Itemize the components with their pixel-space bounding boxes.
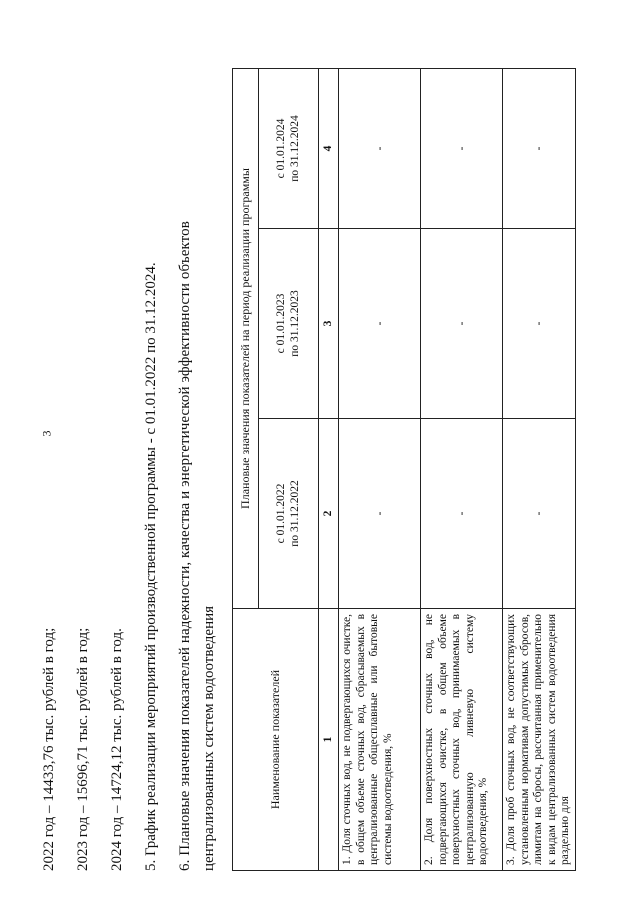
- col-number-4: 4: [319, 69, 339, 229]
- col-number-2: 2: [319, 419, 339, 609]
- period-2022-from: с 01.01.2022: [275, 483, 287, 544]
- budget-line-2024: 2024 год – 14724,12 тыс. рублей в год.: [109, 628, 125, 871]
- budget-line-2022: 2022 год – 14433,76 тыс. рублей в год;: [41, 627, 57, 871]
- value-2023: -: [503, 229, 576, 419]
- section-6-heading: 6. Плановые значения показателей надежности, качества и энергетической эффективности объектов: [177, 221, 193, 871]
- section-5-schedule: 5. График реализации мероприятий производственной программы - с 01.01.2022 по 31.12.2024.: [143, 262, 159, 871]
- budget-line-2023: 2023 год – 15696,71 тыс. рублей в год;: [75, 627, 91, 871]
- value-2023: -: [421, 229, 503, 419]
- page-number: 3: [39, 430, 54, 437]
- period-2023-from: с 01.01.2023: [275, 293, 287, 354]
- period-2022-to: по 31.12.2022: [288, 480, 301, 547]
- section-6-heading-cont: централизованных систем водоотведения: [201, 605, 217, 871]
- header-planned-values: Плановые значения показателей на период реализации программы: [233, 69, 259, 609]
- table-row: [421, 69, 503, 871]
- period-2024-to: по 31.12.2024: [288, 115, 301, 182]
- header-period-2024: [259, 69, 319, 229]
- value-2022: -: [503, 419, 576, 609]
- col-number-1: 1: [319, 609, 339, 871]
- indicators-table: [232, 68, 576, 871]
- indicator-name: 3. Доля проб сточных вод, не соответствующих установленным нормативам допустимых сбросов, лимитам на сбросы, рассчитанная применительно к видам централизованных систем водоотведения раздельно для: [503, 609, 576, 871]
- value-2023: -: [339, 229, 421, 419]
- header-period-2023: [259, 229, 319, 419]
- period-2024-from: с 01.01.2024: [275, 118, 287, 179]
- col-number-3: 3: [319, 229, 339, 419]
- indicator-name: 1. Доля сточных вод, не подвергающихся очистке, в общем объеме сточных вод, сбрасываемых в централизованные общесплавные или бытовые системы водоотведения, %: [339, 609, 421, 871]
- value-2024: -: [339, 69, 421, 229]
- header-indicator-name: Наименование показателей: [233, 609, 319, 871]
- value-2024: -: [421, 69, 503, 229]
- period-2023-to: по 31.12.2023: [288, 290, 301, 357]
- value-2024: -: [503, 69, 576, 229]
- table-row: [503, 69, 576, 871]
- table-row: [339, 69, 421, 871]
- value-2022: -: [421, 419, 503, 609]
- rotated-page-content: [8, 13, 608, 893]
- value-2022: -: [339, 419, 421, 609]
- header-period-2022: [259, 419, 319, 609]
- indicator-name: 2. Доля поверхностных сточных вод, не подвергающихся очистке, в общем объеме поверхностных сточных вод, принимаемых в централизованную ливневую систему водоотведения, %: [421, 609, 503, 871]
